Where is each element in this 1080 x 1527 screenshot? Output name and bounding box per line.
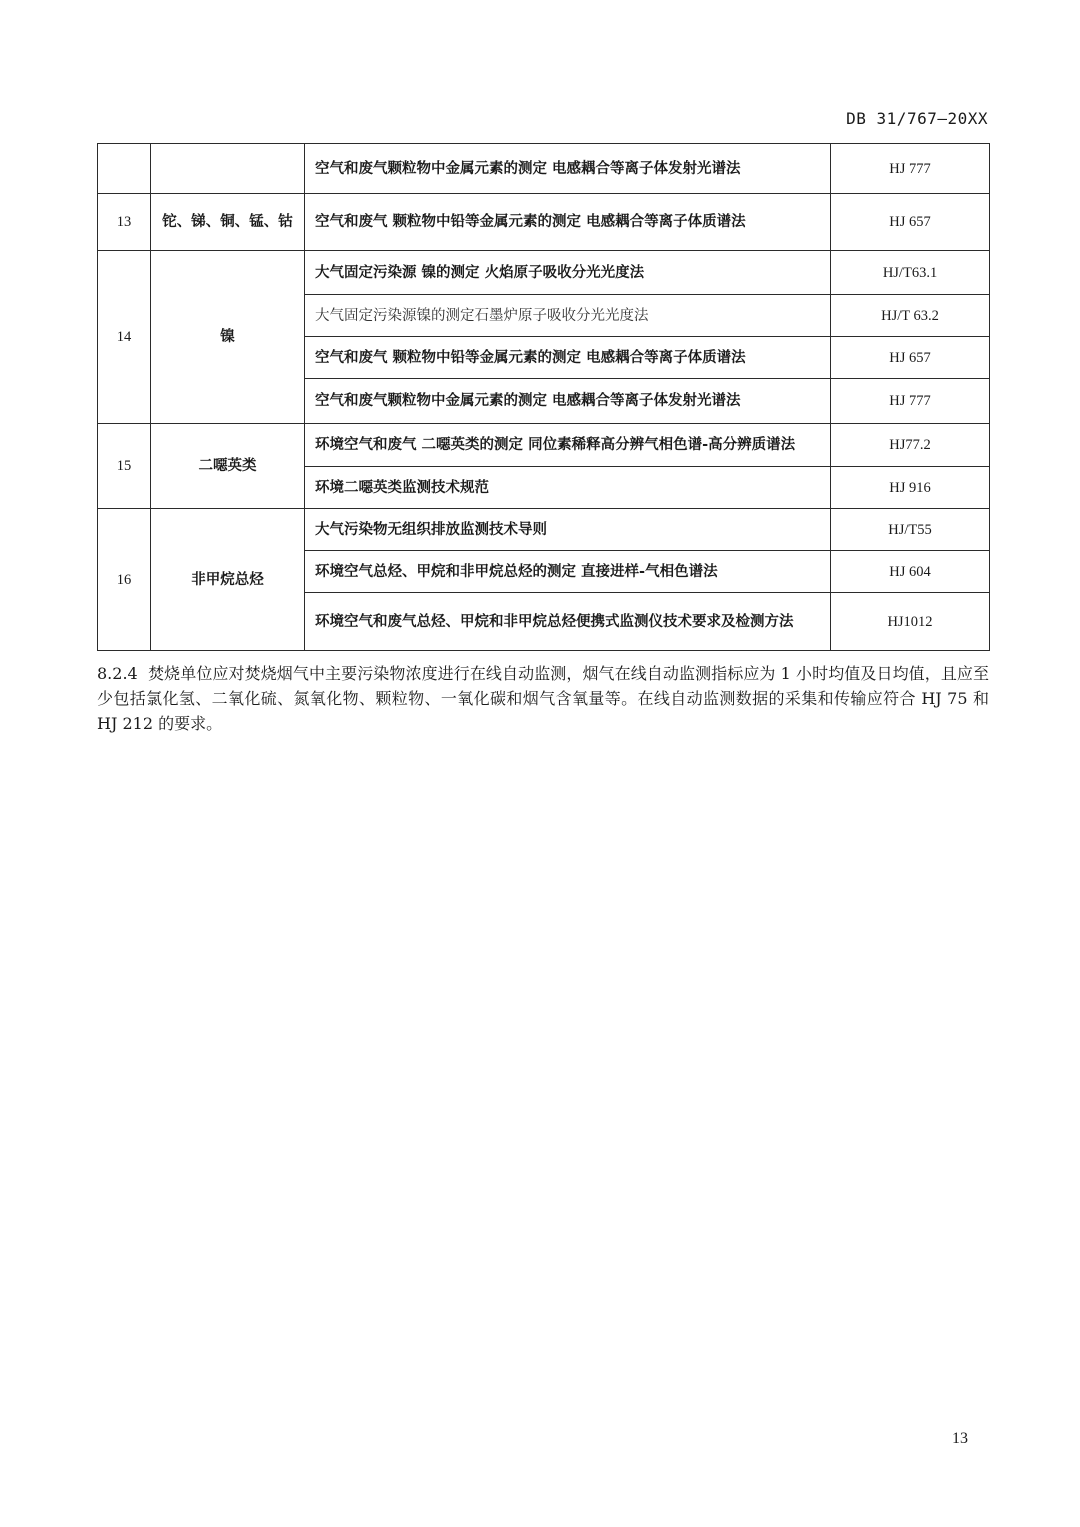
- pollutant-name: 非甲烷总烃: [151, 509, 305, 651]
- standard-code: HJ/T63.1: [831, 251, 990, 295]
- row-number: 16: [98, 509, 151, 651]
- method-name: 大气污染物无组织排放监测技术导则: [305, 509, 831, 551]
- row-number: 15: [98, 424, 151, 509]
- method-name: 环境空气和废气 二噁英类的测定 同位素稀释高分辨气相色谱-高分辨质谱法: [305, 424, 831, 467]
- table-row: [98, 251, 990, 295]
- method-name: 空气和废气颗粒物中金属元素的测定 电感耦合等离子体发射光谱法: [305, 144, 831, 194]
- row-number: [98, 144, 151, 194]
- standard-code: HJ 657: [831, 337, 990, 379]
- pollutant-name: [151, 144, 305, 194]
- table-row: [98, 509, 990, 551]
- standard-code: HJ/T 63.2: [831, 295, 990, 337]
- document-code: DB 31/767—20XX: [846, 109, 988, 128]
- standard-code: HJ 777: [831, 144, 990, 194]
- clause-paragraph: [97, 661, 989, 736]
- pollutant-name: 二噁英类: [151, 424, 305, 509]
- method-name: 空气和废气 颗粒物中铅等金属元素的测定 电感耦合等离子体质谱法: [305, 194, 831, 251]
- standard-code: HJ 777: [831, 379, 990, 424]
- clause-number: 8.2.4: [97, 664, 138, 683]
- pollutant-name: 铊、锑、铜、锰、钴: [151, 194, 305, 251]
- clause-text: 焚烧单位应对焚烧烟气中主要污染物浓度进行在线自动监测，烟气在线自动监测指标应为 1 小时均值及日均值，且应至少包括氯化氢、二氧化硫、氮氧化物、颗粒物、一氧化碳和烟气含氧量等。在线自动监测数据的采集和传输应符合 HJ 75 和 HJ 212 的要求。: [97, 664, 990, 733]
- method-name: 空气和废气颗粒物中金属元素的测定 电感耦合等离子体发射光谱法: [305, 379, 831, 424]
- method-name: 环境二噁英类监测技术规范: [305, 467, 831, 509]
- method-name: 大气固定污染源镍的测定石墨炉原子吸收分光光度法: [305, 295, 831, 337]
- standard-code: HJ 916: [831, 467, 990, 509]
- standard-code: HJ 604: [831, 551, 990, 593]
- standard-code: HJ1012: [831, 593, 990, 651]
- table-row: [98, 194, 990, 251]
- standard-code: HJ/T55: [831, 509, 990, 551]
- method-name: 环境空气总烃、甲烷和非甲烷总烃的测定 直接进样-气相色谱法: [305, 551, 831, 593]
- row-number: 14: [98, 251, 151, 424]
- standard-code: HJ77.2: [831, 424, 990, 467]
- table-row: [98, 144, 990, 194]
- pollutant-name: 镍: [151, 251, 305, 424]
- standard-code: HJ 657: [831, 194, 990, 251]
- row-number: 13: [98, 194, 151, 251]
- page-number: 13: [952, 1430, 968, 1447]
- method-name: 大气固定污染源 镍的测定 火焰原子吸收分光光度法: [305, 251, 831, 295]
- monitoring-methods-table: [97, 143, 990, 651]
- method-name: 环境空气和废气总烃、甲烷和非甲烷总烃便携式监测仪技术要求及检测方法: [305, 593, 831, 651]
- method-name: 空气和废气 颗粒物中铅等金属元素的测定 电感耦合等离子体质谱法: [305, 337, 831, 379]
- table-row: [98, 424, 990, 467]
